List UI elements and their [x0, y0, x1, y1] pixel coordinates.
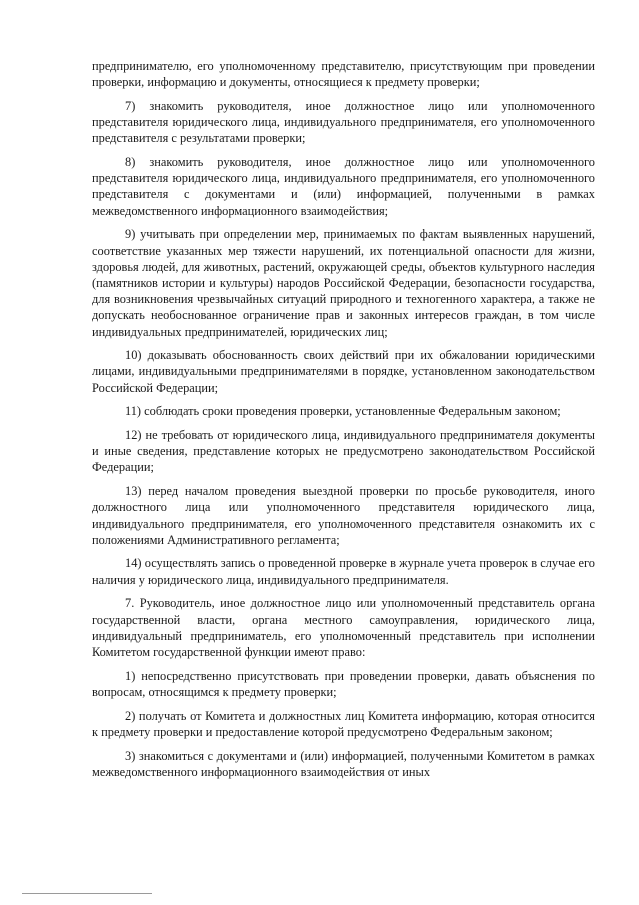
paragraph-item-10: 10) доказывать обоснованность своих действий при их обжаловании юридическими лицами, индивидуальными предпринимателями в порядке, установленном законодательством Российской Федерации;: [92, 348, 595, 395]
paragraph-item-9: 9) учитывать при определении мер, принимаемых по фактам выявленных нарушений, соответствие указанных мер тяжести нарушений, их потенциальной опасности для жизни, здоровья людей, для животных, растений, окружающей среды, объектов культурного наследия (памятников истории и культуры) народов Российской Федерации, безопасности государства, для возникновения чрезвычайных ситуаций природного и техногенного характера, а также не допускать необоснованное ограничение прав и законных интересов граждан, в том числе индивидуальных предпринимателей, юридических лиц;: [92, 227, 595, 339]
document-body: [92, 58, 595, 787]
paragraph-item-13: 13) перед началом проведения выездной проверки по просьбе руководителя, иного должностного лица или уполномоченного представителя юридического лица, индивидуального предпринимателя, его уполномоченного представителя ознакомить их с положениями Административного регламента;: [92, 484, 595, 547]
paragraph-section-7: 7. Руководитель, иное должностное лицо или уполномоченный представитель органа государственной власти, органа местного самоуправления, юридического лица, индивидуальный предприниматель, его уполномоченный представитель при исполнении Комитетом государственной функции имеют право:: [92, 596, 595, 659]
paragraph-right-3: 3) знакомиться с документами и (или) информацией, полученными Комитетом в рамках межведомственного информационного взаимодействия от иных: [92, 748, 595, 779]
paragraph-right-2: 2) получать от Комитета и должностных лиц Комитета информацию, которая относится к предмету проверки и предоставление которой предусмотрено Федеральным законом;: [92, 708, 595, 739]
paragraph-continuation: предпринимателю, его уполномоченному представителю, присутствующим при проведении проверки, информацию и документы, относящиеся к предмету проверки;: [92, 59, 595, 90]
paragraph-item-11: 11) соблюдать сроки проведения проверки, установленные Федеральным законом;: [125, 404, 561, 419]
paragraph-item-8: 8) знакомить руководителя, иное должностное лицо или уполномоченного представителя юридического лица, индивидуального предпринимателя, его уполномоченного представителя с документами и (или) информацией, полученными в рамках межведомственного информационного взаимодействия;: [92, 155, 595, 218]
paragraph-item-14: 14) осуществлять запись о проведенной проверке в журнале учета проверок в случае его наличия у юридического лица, индивидуального предпринимателя.: [92, 556, 595, 587]
paragraph-item-7: 7) знакомить руководителя, иное должностное лицо или уполномоченного представителя юридического лица, индивидуального предпринимателя, его уполномоченного представителя с результатами проверки;: [92, 98, 595, 146]
paragraph-item-12: 12) не требовать от юридического лица, индивидуального предпринимателя документы и иные сведения, представление которых не предусмотрено законодательством Российской Федерации;: [92, 428, 595, 475]
footer-rule: [22, 893, 152, 894]
paragraph-right-1: 1) непосредственно присутствовать при проведении проверки, давать объяснения по вопросам, относящимся к предмету проверки;: [92, 668, 595, 699]
